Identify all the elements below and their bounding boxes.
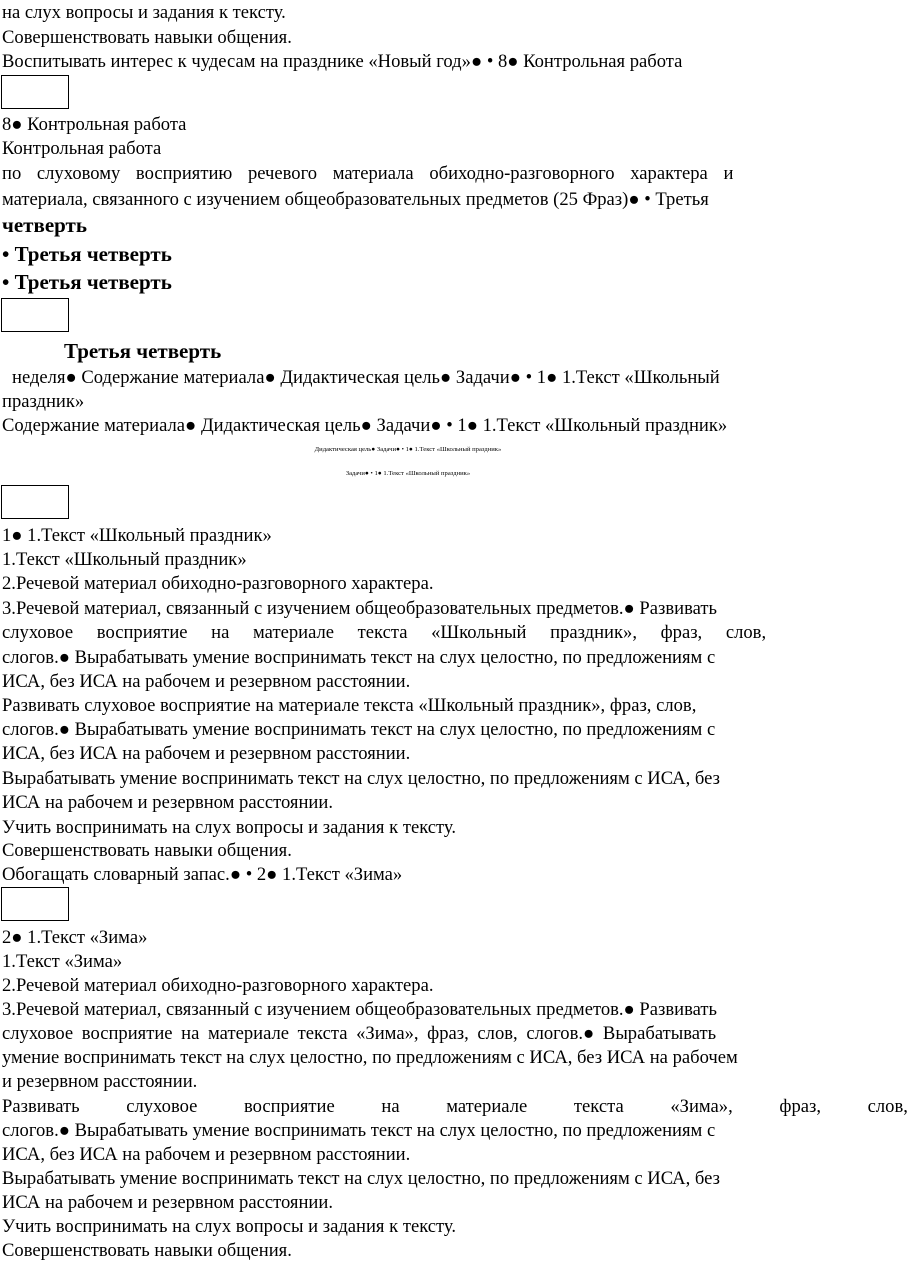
text-line: Учить воспринимать на слух вопросы и задания к тексту.: [2, 817, 456, 838]
text-line: 8● Контрольная работа: [2, 114, 187, 135]
text-line: Развивать слуховое восприятие на материале текста «Зима», фраз, слов,: [2, 1096, 908, 1117]
section-heading: четверть: [2, 213, 87, 237]
text-line: Контрольная работа: [2, 138, 162, 159]
text-line: 2.Речевой материал обиходно-разговорного характера.: [2, 975, 434, 996]
section-heading: Третья четверть: [64, 339, 222, 363]
text-line: 1.Текст «Школьный праздник»: [2, 549, 247, 570]
section-heading: • Третья четверть: [2, 270, 172, 294]
text-line: ИСА на рабочем и резервном расстоянии.: [2, 1192, 333, 1213]
text-line: Совершенствовать навыки общения.: [2, 27, 292, 48]
section-heading: • Третья четверть: [2, 242, 172, 266]
text-line: Дидактическая цель● Задачи● • 1● 1.Текст «Школьный праздник»: [314, 446, 502, 453]
text-line: Совершенствовать навыки общения.: [2, 840, 292, 861]
table-cell-box: [1, 75, 69, 109]
text-line: 2.Речевой материал обиходно-разговорного характера.: [2, 573, 434, 594]
text-line: ИСА на рабочем и резервном расстоянии.: [2, 792, 333, 813]
text-line: слуховое восприятие на материале текста «Школьный праздник», фраз, слов,: [2, 622, 767, 643]
text-line: Вырабатывать умение воспринимать текст на слух целостно, по предложениям с ИСА, без: [2, 768, 720, 789]
text-line: Вырабатывать умение воспринимать текст на слух целостно, по предложениям с ИСА, без: [2, 1168, 720, 1189]
text-line: Развивать слуховое восприятие на материале текста «Школьный праздник», фраз, слов,: [2, 695, 697, 716]
text-line: праздник»: [2, 391, 85, 412]
text-line: Воспитывать интерес к чудесам на празднике «Новый год»● • 8● Контрольная работа: [2, 51, 683, 72]
text-line: Содержание материала● Дидактическая цель● Задачи● • 1● 1.Текст «Школьный праздник»: [2, 415, 728, 436]
text-line: Совершенствовать навыки общения.: [2, 1240, 292, 1261]
text-line: ИСА, без ИСА на рабочем и резервном расстоянии.: [2, 1144, 411, 1165]
text-line: 1● 1.Текст «Школьный праздник»: [2, 525, 272, 546]
table-cell-box: [1, 298, 69, 332]
table-cell-box: [1, 887, 69, 921]
text-line: Задачи● • 1● 1.Текст «Школьный праздник»: [345, 470, 471, 477]
text-line: слогов.● Вырабатывать умение воспринимать текст на слух целостно, по предложениям с: [2, 1120, 716, 1141]
text-line: Учить воспринимать на слух вопросы и задания к тексту.: [2, 1216, 456, 1237]
text-line: и резервном расстоянии.: [2, 1071, 198, 1092]
text-line: 1.Текст «Зима»: [2, 951, 123, 972]
text-line: слогов.● Вырабатывать умение воспринимать текст на слух целостно, по предложениям с: [2, 647, 716, 668]
text-line: Обогащать словарный запас.● • 2● 1.Текст «Зима»: [2, 864, 403, 885]
text-line: умение воспринимать текст на слух целостно, по предложениям с ИСА, без ИСА на рабочем: [2, 1047, 738, 1068]
text-line: на слух вопросы и задания к тексту.: [2, 2, 286, 23]
text-line: 3.Речевой материал, связанный с изучением общеобразовательных предметов.● Развивать: [2, 598, 718, 619]
text-line: 2● 1.Текст «Зима»: [2, 927, 148, 948]
text-line: по слуховому восприятию речевого материала обиходно-разговорного характера и: [2, 163, 734, 184]
text-line: 3.Речевой материал, связанный с изучением общеобразовательных предметов.● Развивать: [2, 999, 718, 1020]
text-line: материала, связанного с изучением общеобразовательных предметов (25 Фраз)● • Третья: [2, 189, 709, 210]
text-line: ИСА, без ИСА на рабочем и резервном расстоянии.: [2, 743, 411, 764]
text-line: ИСА, без ИСА на рабочем и резервном расстоянии.: [2, 671, 411, 692]
table-cell-box: [1, 485, 69, 519]
text-line: неделя● Содержание материала● Дидактическая цель● Задачи● • 1● 1.Текст «Школьный: [12, 367, 720, 388]
text-line: слогов.● Вырабатывать умение воспринимать текст на слух целостно, по предложениям с: [2, 719, 716, 740]
text-line: слуховое восприятие на материале текста «Зима», фраз, слов, слогов.● Вырабатывать: [2, 1023, 717, 1044]
